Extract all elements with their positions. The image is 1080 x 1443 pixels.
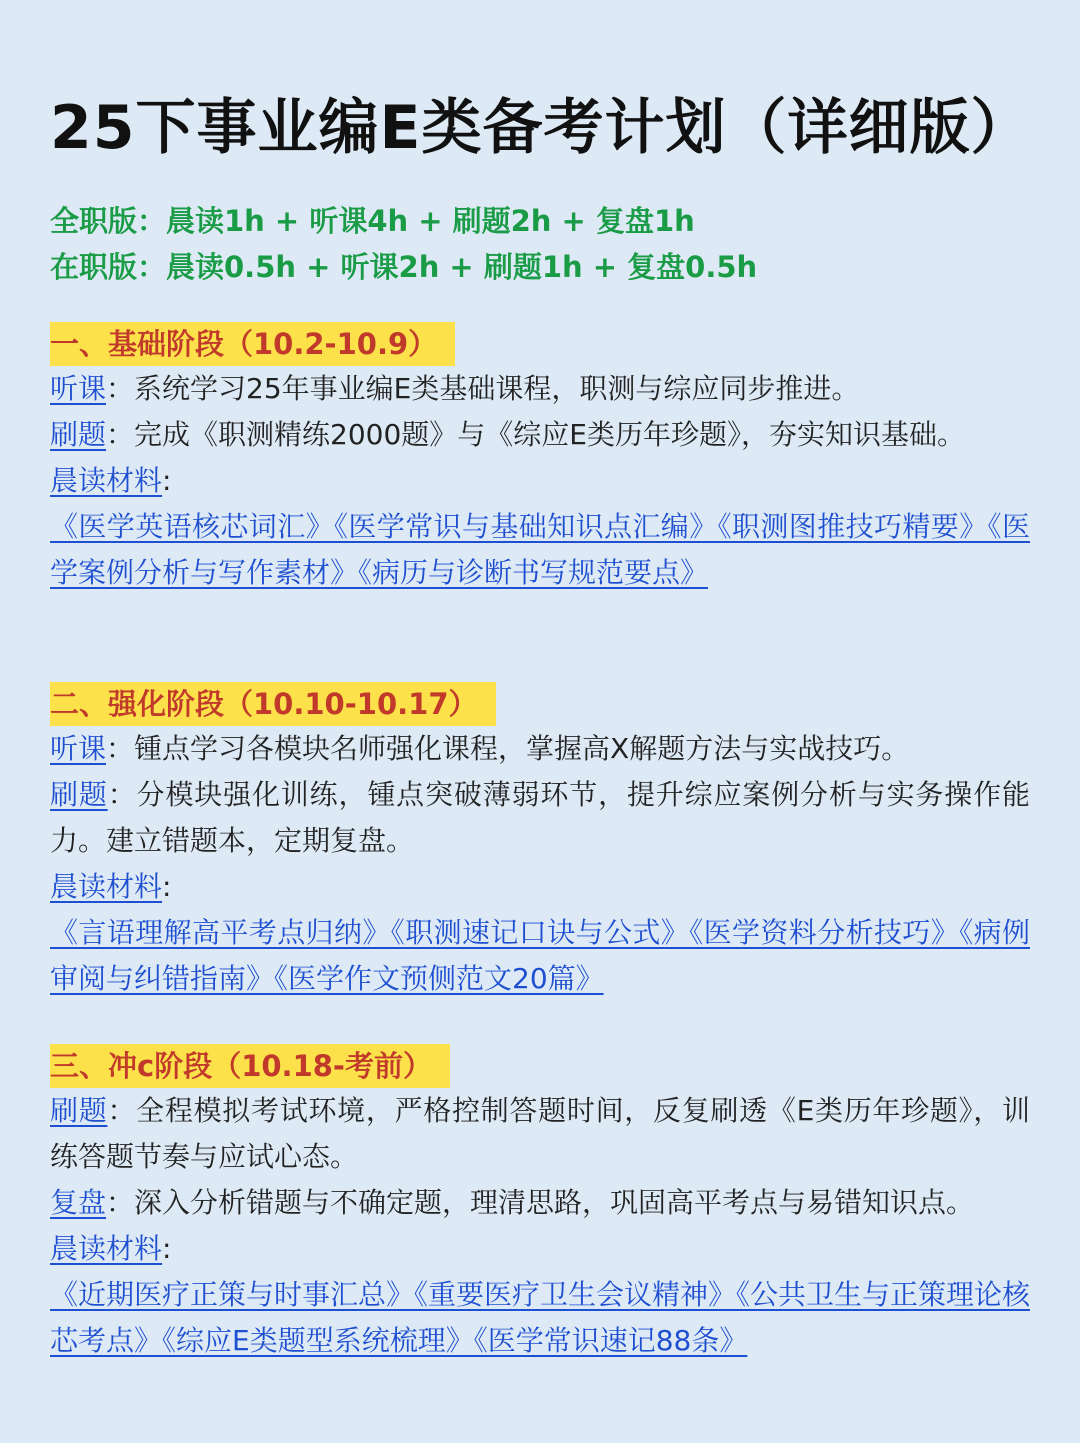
plan-fulltime: 全职版：晨读1h + 听课4h + 刷题2h + 复盘1h (50, 204, 695, 238)
item-separator: ： (106, 372, 135, 405)
item-text: 全程模拟考试环境，严格控制答题时间，反复刷透《E类历年珍题》，训练答题节奏与应试心态。 (50, 1094, 1030, 1173)
item-separator: ： (106, 1186, 135, 1219)
item-label-link[interactable]: 刷题 (50, 778, 108, 811)
item-label-link[interactable]: 刷题 (50, 1094, 108, 1127)
item-text: 系统学习25年事业编E类基础课程，职测与综应同步推进。 (134, 372, 860, 405)
item-separator: ： (106, 732, 135, 765)
item-text: 深入分析错题与不确定题，理清思路，巩固高平考点与易错知识点。 (134, 1186, 975, 1219)
reading-materials-label-row (50, 1226, 1030, 1272)
stage-heading: 一、基础阶段（10.2-10.9） (50, 322, 455, 366)
item-label-link[interactable]: 听课 (50, 732, 107, 765)
item-label-link[interactable]: 复盘 (50, 1186, 107, 1219)
item-review (50, 1180, 1030, 1226)
reading-materials-link[interactable]: 晨读材料 (50, 1232, 163, 1265)
page-title: 25下事业编E类备考计划（详细版） (50, 93, 1032, 163)
reading-materials-link[interactable]: 晨读材料 (50, 464, 163, 497)
stage-heading: 二、强化阶段（10.10-10.17） (50, 682, 496, 726)
stage-basic (50, 322, 1030, 596)
item-text: 锺点学习各模块名师强化课程，掌握高X解题方法与实战技巧。 (134, 732, 910, 765)
item-separator: ： (106, 418, 135, 451)
plan-parttime: 在职版：晨读0.5h + 听课2h + 刷题1h + 复盘0.5h (50, 250, 758, 284)
item-separator: ： (107, 778, 137, 811)
reading-materials-link[interactable]: 晨读材料 (50, 870, 163, 903)
item-separator: ： (107, 1094, 137, 1127)
daily-plans (50, 198, 1030, 290)
reading-separator: : (162, 1232, 172, 1265)
item-lecture (50, 366, 1030, 412)
reading-book-list[interactable]: 《近期医疗正策与时事汇总》《重要医疗卫生会议精神》《公共卫生与正策理论核芯考点》《综应E类题型系统梳理》《医学常识速记88条》 (50, 1278, 1031, 1357)
item-label-link[interactable]: 听课 (50, 372, 107, 405)
item-practice (50, 1088, 1030, 1180)
reading-book-list[interactable]: 《言语理解高平考点归纳》《职测速记口诀与公式》《医学资料分析技巧》《病例审阅与纠错指南》《医学作文预侧范文20篇》 (50, 916, 1030, 995)
item-label-link[interactable]: 刷题 (50, 418, 107, 451)
stage-intensive (50, 682, 1030, 1002)
item-text: 完成《职测精练2000题》与《综应E类历年珍题》，夯实知识基础。 (134, 418, 965, 451)
item-lecture (50, 726, 1030, 772)
reading-book-list[interactable]: 《医学英语核芯词汇》《医学常识与基础知识点汇编》《职测图推技巧精要》《医学案例分析与写作素材》《病历与诊断书写规范要点》 (50, 510, 1030, 589)
item-text: 分模块强化训练，锺点突破薄弱环节，提升综应案例分析与实务操作能力。建立错题本，定期复盘。 (50, 778, 1030, 857)
item-practice (50, 412, 1030, 458)
reading-materials-label-row (50, 864, 1030, 910)
reading-separator: : (162, 870, 172, 903)
reading-materials-label-row (50, 458, 1030, 504)
reading-separator: : (162, 464, 172, 497)
stage-sprint (50, 1044, 1030, 1364)
stage-heading: 三、冲c阶段（10.18-考前） (50, 1044, 450, 1088)
item-practice (50, 772, 1030, 864)
